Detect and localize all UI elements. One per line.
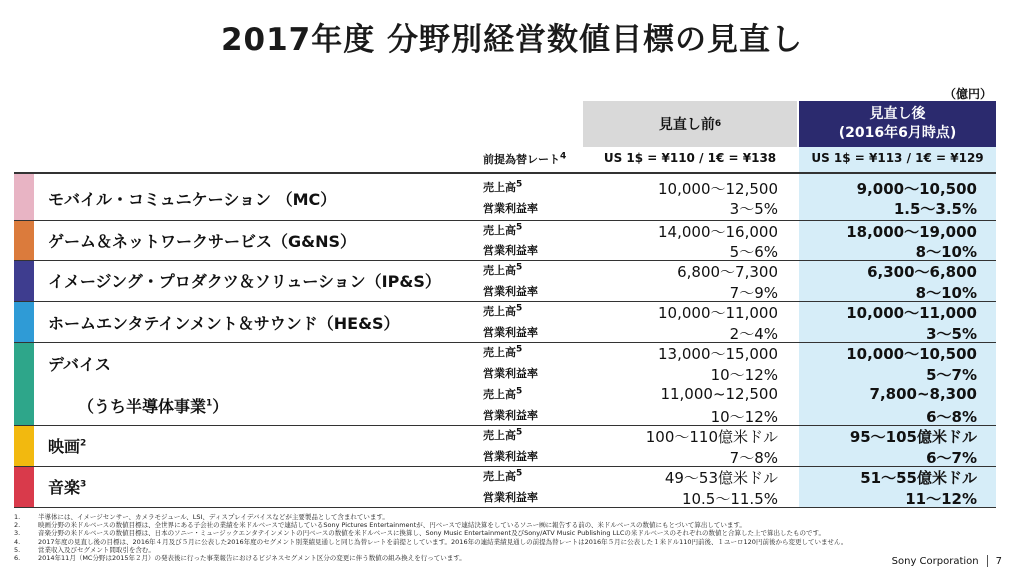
segment-color-mc	[14, 174, 34, 220]
segment-color-pictures	[14, 426, 34, 466]
footnote: 5. 営業収入及びセグメント間取引を含む。	[14, 545, 155, 554]
margin-label: 営業利益率	[483, 202, 538, 215]
sales-before: 49～53億米ドル	[664, 469, 778, 487]
margin-after: 8～10%	[915, 243, 977, 261]
margin-label: 営業利益率	[483, 244, 538, 257]
margin-before: 2～4%	[729, 325, 778, 343]
segment-name: 映画$^2$	[48, 437, 87, 456]
exchange-rate-label: 前提為替レート$^4$	[483, 151, 567, 166]
margin-after: 6～7%	[926, 449, 977, 467]
sales-before: 14,000～16,000	[658, 223, 778, 241]
subsegment-name-semiconductor: （うち半導体事業$^1$）	[78, 397, 229, 416]
footnote: 2. 映画分野の米ドルベースの数値目標は、全世界にある子会社の業績を米ドルベースで連結しているSony Pictures Entertainmentが、円ベースで連結決算をしているソニー㈱に報告する前の、米ドルベースの数値にもとづいて算出しています。	[14, 521, 746, 530]
footnote: 6. 2014年11月（MC分野は2015年２月）の発表後に行った事業報告におけるビジネスセグメント区分の変更に伴う数値の組み換えを行っています。	[14, 554, 466, 563]
footnote: 4. 2017年度の見直し後の目標は、2016年４月及び５月に公表した2016年度のセグメント別業績見通しと同じ為替レートを前提としています。2016年の連結業績見通しの前提為替レートは2016年５月に公表した１米ドル110円前後、１ユーロ120円前後から変更していません。	[14, 537, 848, 546]
sales-label: 売上高$^5$	[483, 427, 523, 442]
segment-color-hes	[14, 302, 34, 342]
margin-before: 5～6%	[729, 243, 778, 261]
exchange-rate-after: US 1$ = ¥113 / 1€ = ¥129	[811, 151, 984, 165]
margin-after: 11～12%	[905, 490, 977, 508]
sales-after: 51～55億米ドル	[860, 469, 977, 487]
segment-name: ゲーム＆ネットワークサービス（G&NS）	[48, 232, 357, 251]
margin-before: 10～12%	[710, 366, 778, 384]
page-number: 7	[995, 555, 1002, 567]
sales-before: 10,000～12,500	[658, 180, 778, 198]
sales-label: 売上高$^5$	[483, 344, 523, 359]
footer-divider	[987, 555, 988, 567]
sales-after: 10,000～10,500	[846, 345, 977, 363]
segment-name: ホームエンタテインメント＆サウンド（HE&S）	[48, 314, 400, 333]
segment-color-music	[14, 467, 34, 507]
sales-after: 95～105億米ドル	[849, 428, 977, 446]
sales-label: 売上高$^5$	[483, 303, 523, 318]
margin-after: 5～7%	[926, 366, 977, 384]
sales-label: 売上高$^5$	[483, 468, 523, 483]
footnote: 3. 音楽分野の米ドルベースの数値目標は、日本のソニー・ミュージックエンタテインメントの円ベースの数値を米ドルベースに換算し、Sony Music Entertainment及びSony/ATV Music Publishing LLCの米ドルベースのそれぞれの数値と合算した上で算出したものです。	[14, 529, 826, 538]
sales-label: 売上高$^5$	[483, 222, 523, 237]
sales-label: 売上高$^5$	[483, 179, 523, 194]
sales-label: 売上高$^5$	[483, 262, 523, 277]
exchange-rate-before: US 1$ = ¥110 / 1€ = ¥138	[603, 151, 777, 165]
segment-row-mc	[14, 174, 996, 220]
margin-after: 8～10%	[915, 284, 977, 302]
segment-name: イメージング・プロダクツ＆ソリューション（IP&S）	[48, 272, 441, 291]
segment-color-gns	[14, 221, 34, 260]
sales-before: 11,000~12,500	[660, 385, 778, 403]
sales-after: 7,800~8,300	[869, 385, 977, 403]
margin-before: 7～9%	[729, 284, 778, 302]
footnote: 1. 半導体には、イメージセンサー、カメラモジュール、LSI、ディスプレイデバイスなどが主要製品として含まれています。	[14, 513, 389, 521]
segment-row-devices	[14, 343, 996, 425]
header-before-label: 見直し前	[658, 117, 715, 133]
company-name: Sony Corporation	[891, 555, 979, 567]
sales-before: 13,000～15,000	[658, 345, 778, 363]
segment-name: 音楽$^3$	[48, 478, 87, 497]
margin-label: 営業利益率	[483, 326, 538, 339]
segment-row-hes	[14, 302, 996, 342]
header-after-label: 見直し後	[869, 106, 926, 122]
sales-before: 100～110億米ドル	[645, 428, 778, 446]
margin-after: 1.5～3.5%	[893, 200, 977, 218]
margin-after: 3～5%	[926, 325, 977, 343]
margin-label: 営業利益率	[483, 491, 538, 504]
segment-row-gns	[14, 221, 996, 260]
sales-after: 9,000～10,500	[856, 180, 977, 198]
segment-row-ips	[14, 261, 996, 301]
footnotes	[14, 513, 944, 562]
margin-before: 3～5%	[729, 200, 778, 218]
sales-after: 18,000～19,000	[846, 223, 977, 241]
segment-name: モバイル・コミュニケーション （MC）	[48, 190, 337, 209]
margin-after: 6～8%	[926, 408, 977, 426]
sales-after: 6,300～6,800	[867, 263, 977, 281]
sales-before: 6,800～7,300	[677, 263, 778, 281]
sales-after: 10,000～11,000	[846, 304, 977, 322]
margin-label: 営業利益率	[483, 450, 538, 463]
segment-row-pictures	[14, 426, 996, 466]
margin-before: 10～12%	[710, 408, 778, 426]
margin-label: 営業利益率	[483, 285, 538, 298]
slide-footer	[892, 555, 1002, 567]
margin-label: 営業利益率	[483, 367, 538, 380]
unit-label: （億円）	[943, 87, 992, 101]
header-before: 見直し前 6	[583, 101, 797, 147]
page-title: 2017年度 分野別経営数値目標の見直し	[220, 22, 804, 58]
sales-before: 10,000～11,000	[658, 304, 778, 322]
segment-row-music	[14, 467, 996, 507]
segment-color-ips	[14, 261, 34, 301]
segment-name: デバイス	[48, 355, 111, 374]
margin-before: 7～8%	[729, 449, 778, 467]
header-after-date: (2016年6月時点)	[838, 125, 957, 141]
margin-label: 営業利益率	[483, 409, 538, 422]
header-after	[799, 101, 996, 147]
segment-color-devices	[14, 343, 34, 425]
margin-before: 10.5～11.5%	[681, 490, 778, 508]
sales-label: 売上高$^5$	[483, 386, 523, 401]
